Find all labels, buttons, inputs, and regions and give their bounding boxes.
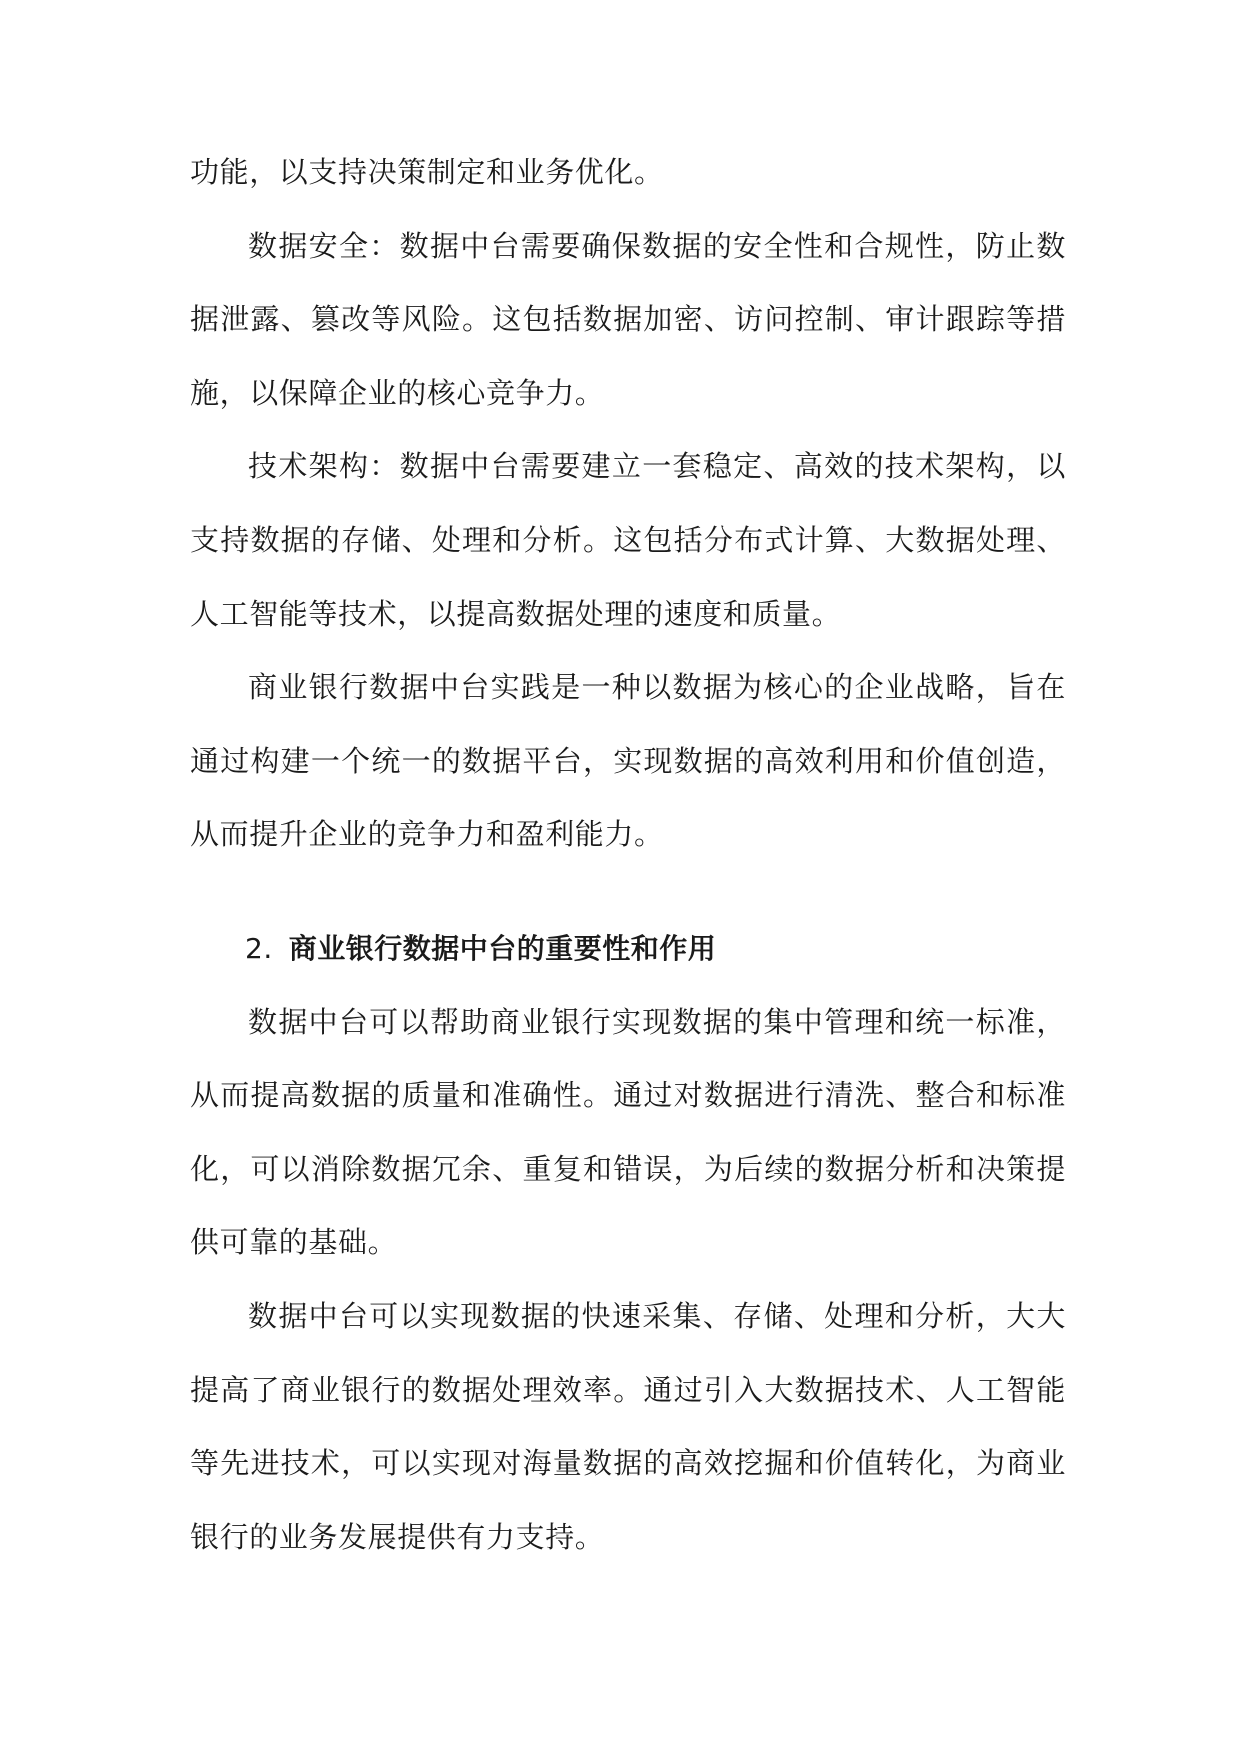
paragraph-efficiency: 数据中台可以实现数据的快速采集、存储、处理和分析，大大提高了商业银行的数据处理效率。通过引入大数据技术、人工智能等先进技术，可以实现对海量数据的高效挖掘和价值转化，为商业银行的业务发展提供有力支持。 [190,1298,1066,1554]
paragraph-tech-architecture: 技术架构：数据中台需要建立一套稳定、高效的技术架构，以支持数据的存储、处理和分析。这包括分布式计算、大数据处理、人工智能等技术，以提高数据处理的速度和质量。 [190,449,1066,631]
section-heading [190,912,1066,986]
paragraph-continuation: 功能，以支持决策制定和业务优化。 [190,155,664,189]
section-number: 2. [245,931,273,965]
paragraph-strategy: 商业银行数据中台实践是一种以数据为核心的企业战略，旨在通过构建一个统一的数据平台，实现数据的高效利用和价值创造，从而提升企业的竞争力和盈利能力。 [190,670,1066,852]
document-body [190,136,1066,1574]
paragraph-data-security: 数据安全：数据中台需要确保数据的安全性和合规性，防止数据泄露、篡改等风险。这包括数据加密、访问控制、审计跟踪等措施，以保障企业的核心竞争力。 [190,228,1066,410]
paragraph-quality: 数据中台可以帮助商业银行实现数据的集中管理和统一标准，从而提高数据的质量和准确性。通过对数据进行清洗、整合和标准化，可以消除数据冗余、重复和错误，为后续的数据分析和决策提供可靠的基础。 [190,1004,1066,1260]
section-title: 商业银行数据中台的重要性和作用 [288,931,717,965]
